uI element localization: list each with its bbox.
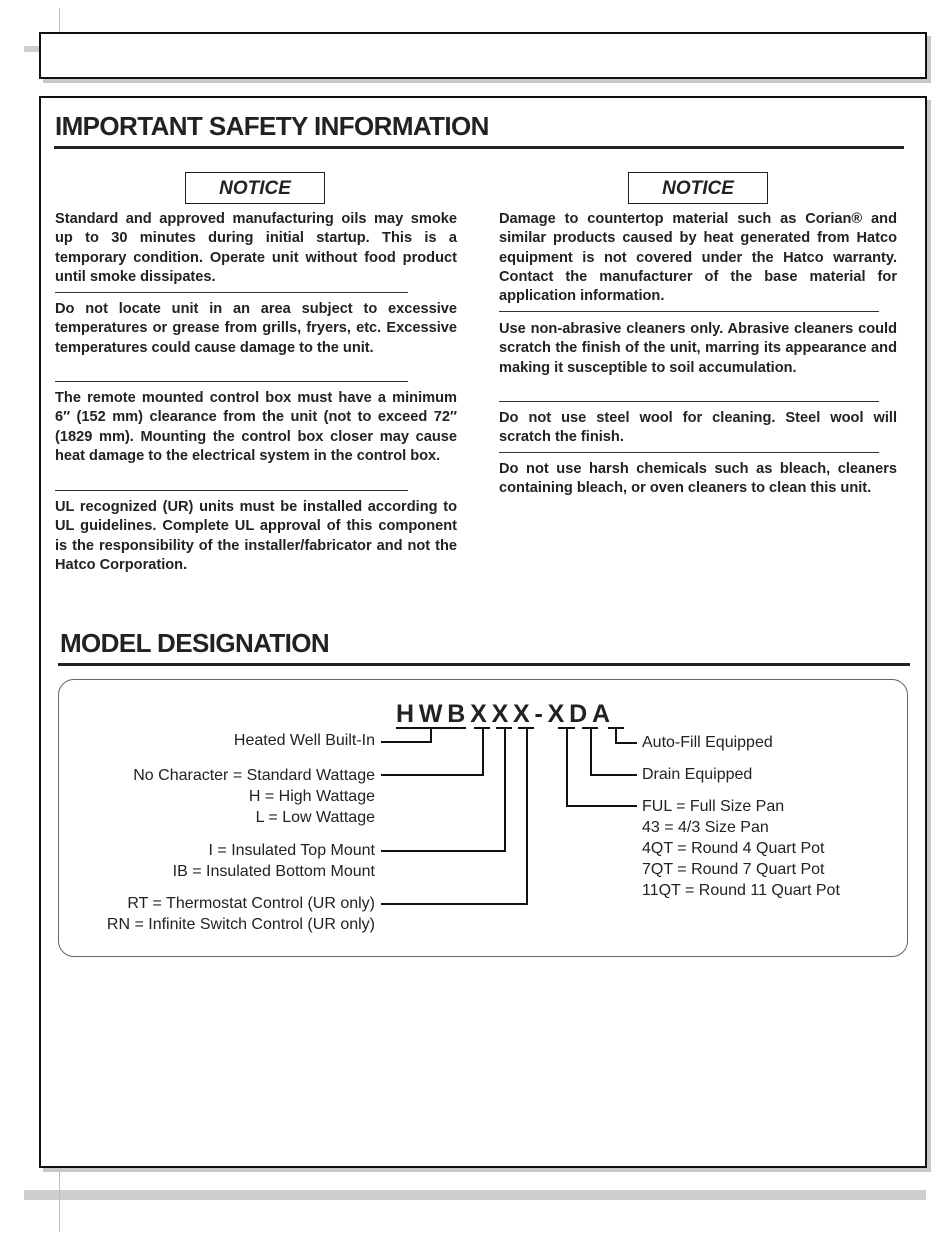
left-paragraph-4: UL recognized (UR) units must be installed according to UL guidelines. Complete UL approval of this component is the responsibility of the installer/fabricator and not the Hatco Corporation.: [55, 499, 457, 573]
label-drain: Drain Equipped: [642, 766, 753, 783]
left-paragraph-1: Standard and approved manufacturing oils may smoke up to 30 minutes during initial startup. This is a temporary condition. Operate unit without food product until smoke dissipates.: [55, 211, 457, 285]
model-title: MODEL DESIGNATION: [60, 628, 330, 658]
right-paragraph-2: Use non-abrasive cleaners only. Abrasive cleaners could scratch the finish of the unit, marring its appearance and making it susceptible to soil accumulation.: [499, 321, 897, 376]
label-infinite-switch: RN = Infinite Switch Control (UR only): [106, 916, 375, 933]
connector-pan-size: [567, 728, 637, 806]
label-11qt: 11QT = Round 11 Quart Pot: [642, 882, 840, 899]
label-auto-fill: Auto-Fill Equipped: [642, 734, 773, 751]
right-paragraph-4: Do not use harsh chemicals such as bleach, cleaners containing bleach, or oven cleaners to clean this unit.: [499, 461, 897, 497]
label-heated-well: Heated Well Built-In: [233, 732, 375, 749]
notice-badge-right: NOTICE: [628, 172, 768, 204]
connector-mount: [381, 728, 505, 851]
label-high-wattage: H = High Wattage: [248, 788, 375, 805]
connector-drain: [591, 728, 637, 775]
left-paragraph-3: The remote mounted control box must have a minimum 6″ (152 mm) clearance from the unit (not to exceed 72″ (1829 mm). Mounting the control box closer may cause heat damage to the electrical system in the control box.: [55, 390, 457, 464]
label-low-wattage: L = Low Wattage: [255, 809, 375, 826]
connector-auto-fill: [616, 728, 637, 743]
right-paragraph-1: Damage to countertop material such as Corian® and similar products caused by heat generated from Hatco equipment is not covered under the Hatco warranty. Contact the manufacturer of the base material for application information.: [499, 211, 897, 305]
connector-heated-well: [381, 728, 431, 742]
left-paragraph-2: Do not locate unit in an area subject to excessive temperatures or grease from grills, fryers, etc. Excessive temperatures could cause damage to the unit.: [55, 301, 457, 356]
label-7qt: 7QT = Round 7 Quart Pot: [642, 861, 825, 878]
label-four-thirds: 43 = 4/3 Size Pan: [642, 819, 769, 836]
label-thermostat: RT = Thermostat Control (UR only): [127, 895, 375, 912]
safety-title: IMPORTANT SAFETY INFORMATION: [55, 111, 489, 141]
right-paragraph-3: Do not use steel wool for cleaning. Steel wool will scratch the finish.: [499, 410, 897, 446]
label-standard-wattage: No Character = Standard Wattage: [133, 767, 375, 784]
label-insulated-top: I = Insulated Top Mount: [208, 842, 375, 859]
label-insulated-bottom: IB = Insulated Bottom Mount: [172, 863, 375, 880]
label-full-size: FUL = Full Size Pan: [642, 798, 785, 815]
model-code: HWBXXX-XDA: [396, 700, 615, 728]
label-4qt: 4QT = Round 4 Quart Pot: [642, 840, 825, 857]
notice-badge-left: NOTICE: [185, 172, 325, 204]
